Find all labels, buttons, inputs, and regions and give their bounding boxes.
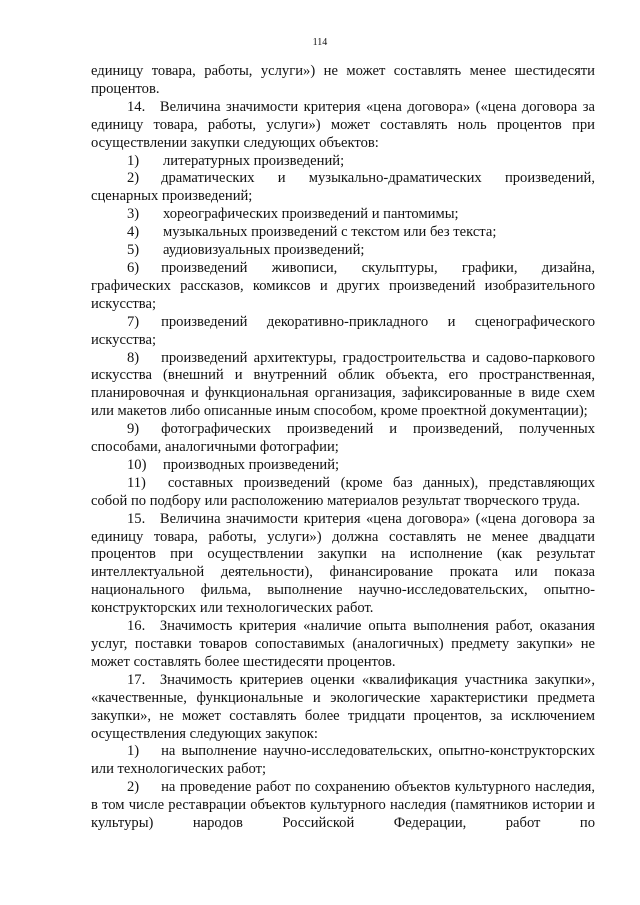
list-item: 1) на выполнение научно-исследовательских, опытно-конструкторских или технологических работ; xyxy=(91,743,595,778)
paragraph-continuation: единицу товара, работы, услуги») не может составлять менее шестидесяти процентов. xyxy=(91,63,595,97)
list-item: 2) драматических и музыкально-драматических произведений, сценарных произведений; xyxy=(91,170,595,205)
paragraph-14: 14. Величина значимости критерия «цена договора» («цена договора за единицу товара, работы, услуги») может составлять ноль процентов при осуществлении закупки следующих объектов: xyxy=(91,98,595,151)
paragraph-17: 17. Значимость критериев оценки «квалификация участника закупки», «качественные, функциональные и экологические характеристики предмета закупки», не может составлять более тридцати процентов, за исключением осуществления следующих закупок: xyxy=(91,671,595,742)
list-item: 5) аудиовизуальных произведений; xyxy=(127,242,365,259)
paragraph-16: 16. Значимость критерия «наличие опыта выполнения работ, оказания услуг, поставки товаров сопоставимых (аналогичных) предмету закупки» не может составлять более шестидесяти процентов. xyxy=(91,618,595,670)
list-item: 11) составных произведений (кроме баз данных), представляющих собой по подбору или расположению материалов результат творческого труда. xyxy=(91,474,595,509)
list-item: 6) произведений живописи, скульптуры, графики, дизайна, графических рассказов, комиксов и других произведений изобразительного искусства; xyxy=(91,259,595,312)
list-item: 3) хореографических произведений и пантомимы; xyxy=(127,206,459,223)
list-item: 2) на проведение работ по сохранению объектов культурного наследия, в том числе реставрации объектов культурного наследия (памятников истории и культуры) народов Российской Федерации, работ по xyxy=(91,779,595,832)
document-body xyxy=(91,63,595,833)
list-17 xyxy=(91,743,595,833)
list-item: 4) музыкальных произведений с текстом или без текста; xyxy=(127,224,497,241)
list-item: 7) произведений декоративно-прикладного и сценографического искусства; xyxy=(91,313,595,348)
list-item: 1) литературных произведений; xyxy=(127,152,345,169)
paragraph-15: 15. Величина значимости критерия «цена договора» («цена договора за единицу товара, работы, услуги») должна составлять не менее двадцати процентов при осуществлении закупки на исполнение (как результат интеллектуальной деятельности), финансирование проката или показа национального фильма, выполнение научно-исследовательских, опытно-конструкторских или технологических работ. xyxy=(91,510,595,617)
list-14 xyxy=(91,153,595,511)
page-number: 114 xyxy=(312,37,328,48)
list-item: 9) фотографических произведений и произведений, полученных способами, аналогичными фотографии; xyxy=(91,421,595,456)
list-item: 8) произведений архитектуры, градостроительства и садово-паркового искусства (внешний и внутренний облик объекта, его пространственная, планировочная и функциональная организация, зафиксированные в виде схем или макетов либо описанные иным способом, кроме проектной документации); xyxy=(91,349,595,420)
list-item: 10) производных произведений; xyxy=(127,456,340,473)
